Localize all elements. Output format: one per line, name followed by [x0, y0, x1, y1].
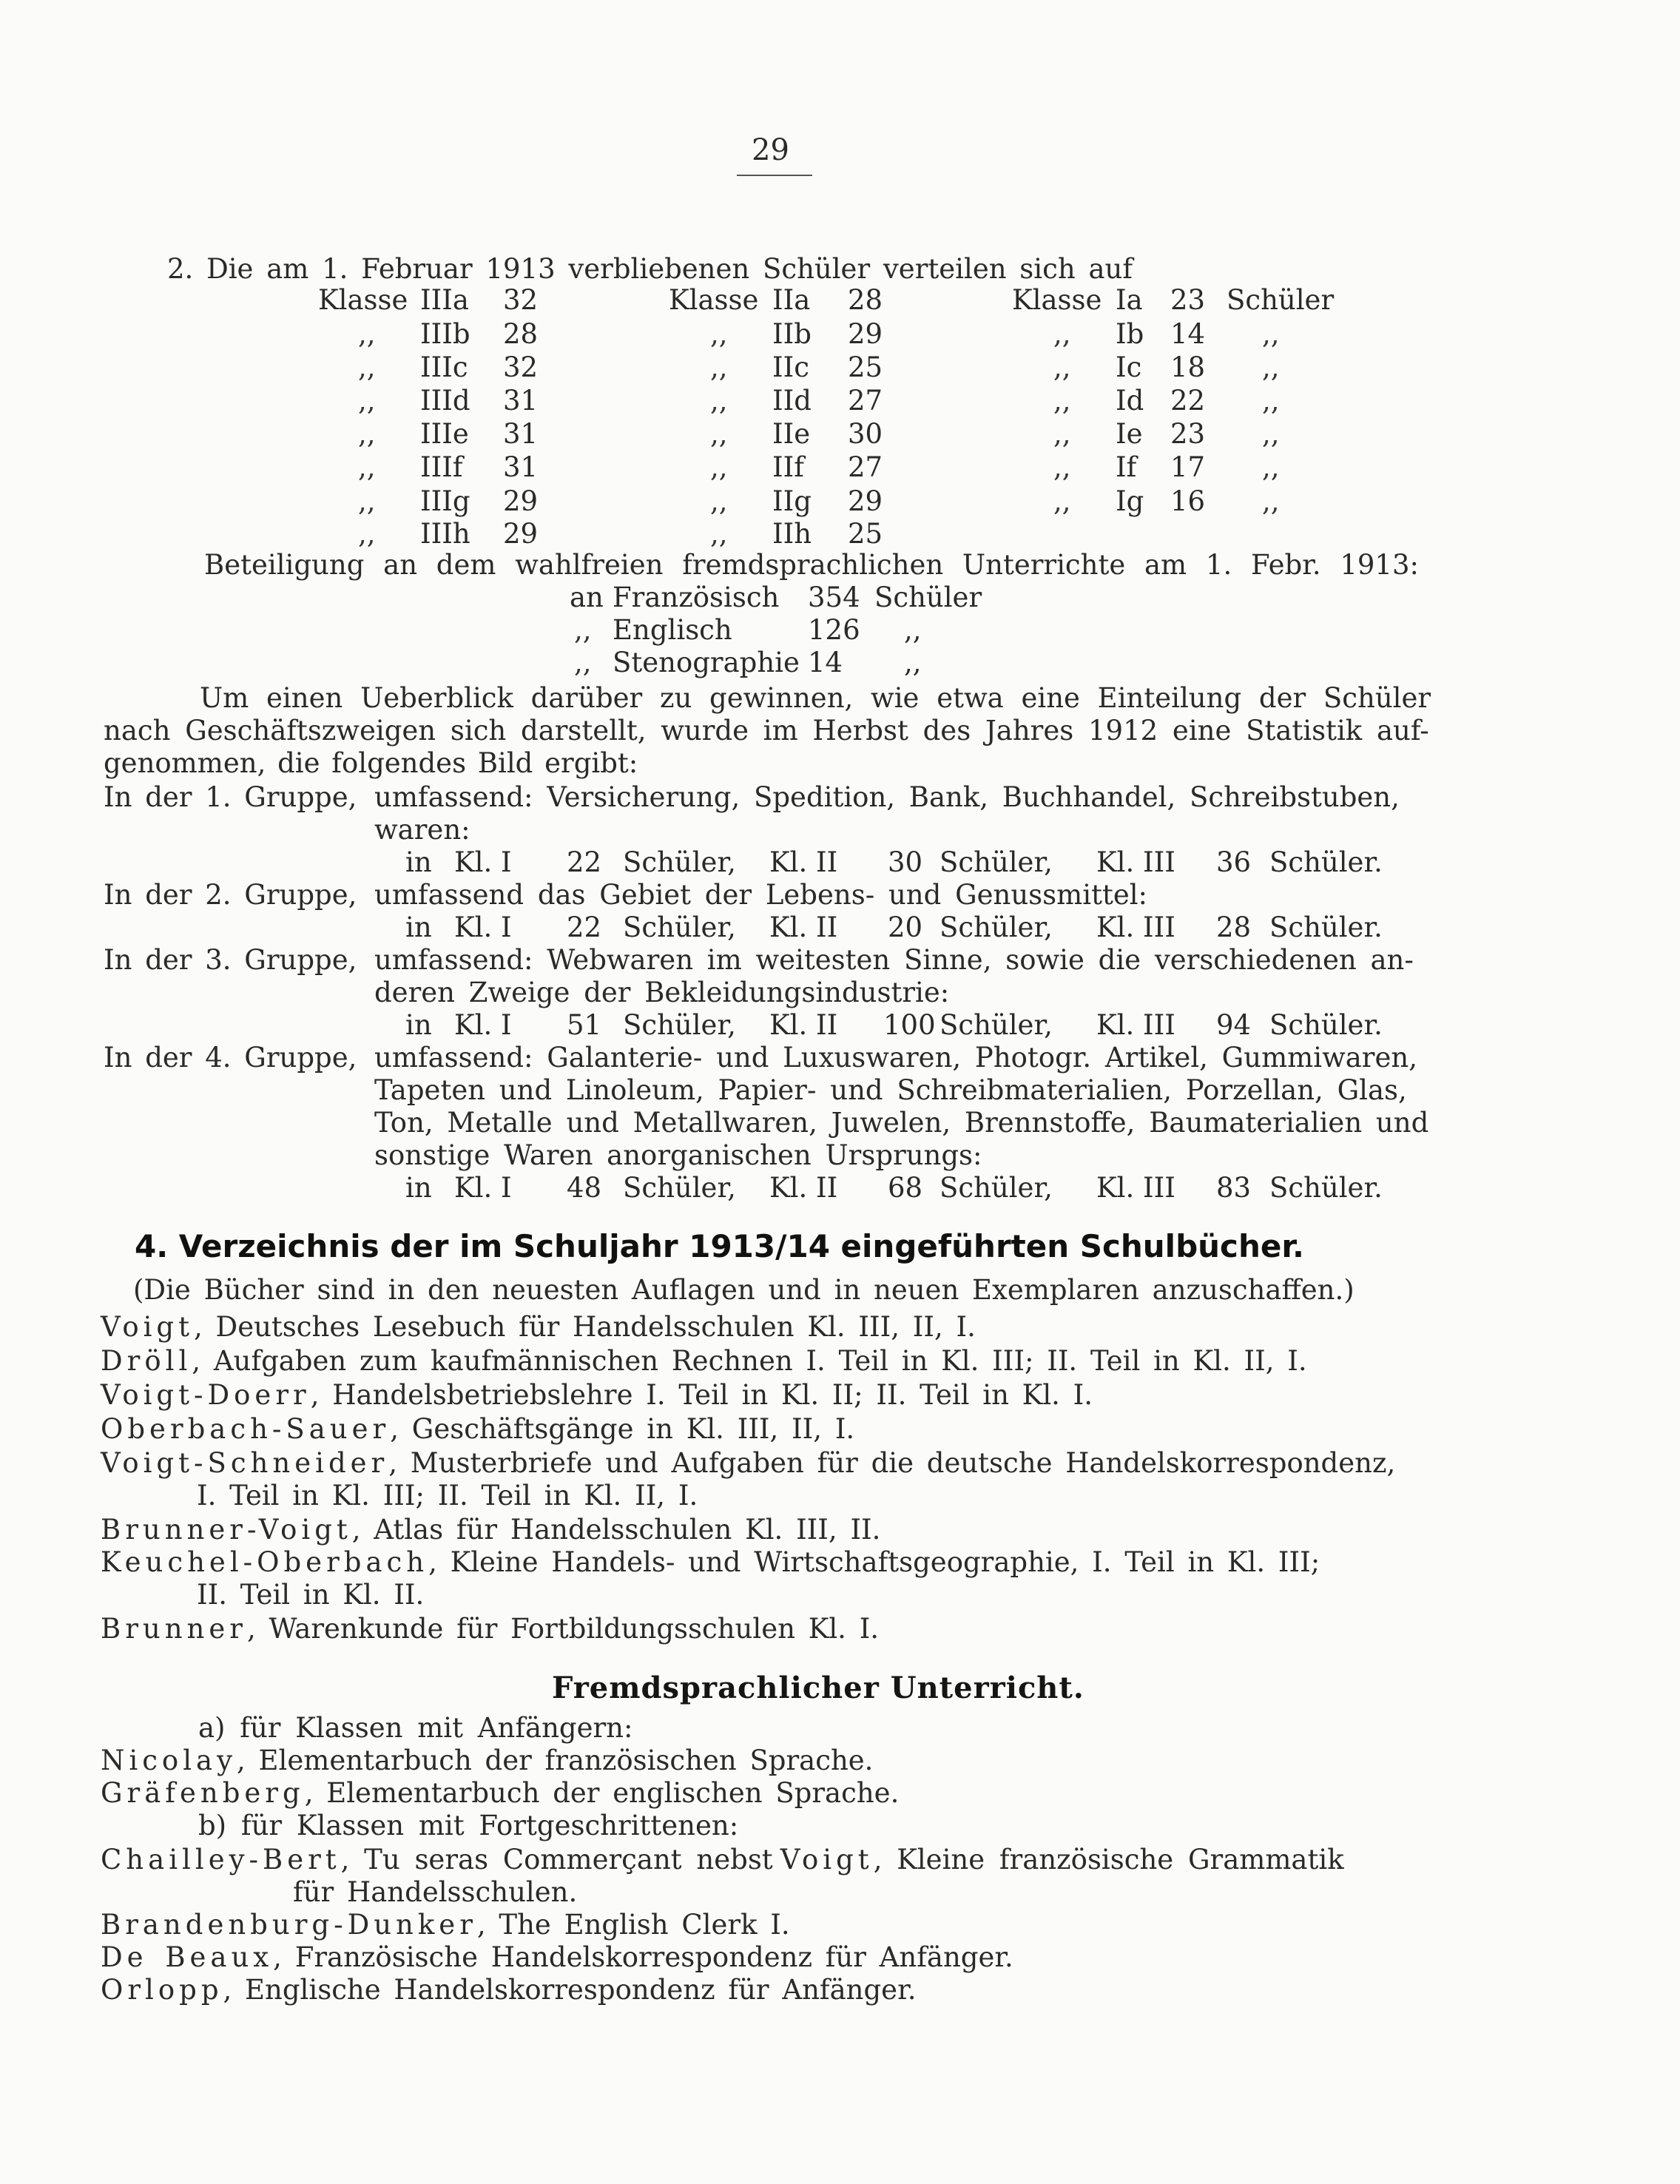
group-label: In der 2. Gruppe, — [104, 879, 357, 911]
kl-label: Kl. III — [1096, 1009, 1175, 1041]
ditto-mark: ,, — [358, 518, 376, 550]
book-title: , Musterbriefe und Aufgaben für die deutsche Handelskorrespondenz, — [388, 1447, 1396, 1479]
ditto-mark: ,, — [710, 518, 728, 550]
student-count: 31 — [503, 385, 539, 417]
kl-label: Kl. I — [454, 911, 512, 943]
kl-label: Kl. I — [454, 846, 512, 878]
subject-name: Stenographie — [613, 647, 800, 678]
class-name: IIf — [772, 451, 804, 483]
book-entry — [101, 1311, 976, 1343]
student-count: 23 — [1170, 418, 1206, 450]
class-name: IIIf — [420, 451, 463, 483]
kl-label: Kl. III — [1096, 1172, 1175, 1204]
foreign-heading: Fremdsprachlicher Unterricht. — [552, 1671, 1084, 1705]
group-a-label: a) für Klassen mit Anfängern: — [198, 1712, 633, 1744]
class-name: Ib — [1116, 318, 1144, 350]
student-count: 31 — [503, 451, 539, 483]
schueler-label: Schüler, — [623, 1009, 736, 1041]
schueler-label: Schüler, — [939, 1009, 1053, 1041]
book-author: De Beaux — [101, 1941, 274, 1973]
book-title: , The English Clerk I. — [476, 1909, 790, 1941]
student-count: 30 — [848, 418, 883, 450]
subject-unit: ,, — [904, 647, 922, 678]
class-name: IIId — [420, 385, 470, 417]
ditto-mark: ,, — [1262, 485, 1280, 517]
book-title: , Kleine französische Grammatik — [873, 1844, 1344, 1875]
book-title: , Englische Handelskorrespondenz für Anfänger. — [223, 1974, 917, 2006]
book-title: , Warenkunde für Fortbildungsschulen Kl. I. — [246, 1613, 880, 1645]
subject-count: 14 — [808, 647, 843, 678]
ditto-mark: ,, — [358, 418, 376, 450]
count-kl3: 83 — [1216, 1172, 1252, 1204]
kl-label: Kl. II — [769, 911, 838, 943]
klasse-label: Klasse — [318, 284, 408, 316]
page-number-rule — [737, 175, 812, 176]
kl-label: Kl. II — [769, 1009, 838, 1041]
group-description: sonstige Waren anorganischen Ursprungs: — [374, 1139, 982, 1171]
book-author: Voigt — [101, 1311, 194, 1343]
class-name: IIg — [772, 485, 812, 517]
group-label: In der 4. Gruppe, — [104, 1042, 357, 1074]
in-label: in — [405, 911, 432, 943]
book-title-continued: II. Teil in Kl. II. — [197, 1579, 425, 1611]
count-kl3: 28 — [1216, 911, 1252, 943]
book-title: , Aufgaben zum kaufmännischen Rechnen I. Teil in Kl. III; II. Teil in Kl. II, I. — [192, 1345, 1307, 1377]
ditto-mark: ,, — [1262, 385, 1280, 417]
books-heading: 4. Verzeichnis der im Schuljahr 1913/14 eingeführten Schulbücher. — [135, 1228, 1305, 1264]
group-description: Ton, Metalle und Metallwaren, Juwelen, Brennstoffe, Baumaterialien und — [374, 1107, 1429, 1139]
student-count: 31 — [503, 418, 539, 450]
group-b-label: b) für Klassen mit Fortgeschrittenen: — [198, 1810, 739, 1841]
book-title: , Geschäftsgänge in Kl. III, II, I. — [390, 1413, 855, 1445]
class-name: Ie — [1116, 418, 1143, 450]
book-entry — [101, 1777, 899, 1809]
book-entry — [101, 1379, 1093, 1411]
group-label: In der 1. Gruppe, — [104, 781, 357, 813]
subject-unit: Schüler — [874, 582, 982, 613]
subject-count: 126 — [808, 614, 860, 646]
books-note: (Die Bücher sind in den neuesten Auflagen und in neuen Exemplaren anzuschaffen.) — [133, 1274, 1355, 1306]
book-title: , Kleine Handels- und Wirtschaftsgeographie, I. Teil in Kl. III; — [428, 1546, 1320, 1578]
kl-label: Kl. III — [1096, 911, 1175, 943]
schueler-label: Schüler, — [939, 1172, 1053, 1204]
book-title-continued: I. Teil in Kl. III; II. Teil in Kl. II, I. — [197, 1480, 698, 1511]
student-count: 29 — [848, 485, 883, 517]
ditto-mark: ,, — [358, 385, 376, 417]
ditto-mark: ,, — [1053, 418, 1071, 450]
ditto-mark: ,, — [1262, 351, 1280, 383]
schueler-label: Schüler, — [623, 846, 736, 878]
group-description: Tapeten und Linoleum, Papier- und Schreibmaterialien, Porzellan, Glas, — [374, 1074, 1407, 1106]
statistic-line: Um einen Ueberblick darüber zu gewinnen, wie etwa eine Einteilung der Schüler — [200, 682, 1431, 714]
count-kl2: 30 — [888, 846, 923, 878]
book-entry — [101, 1413, 854, 1445]
student-count: 29 — [503, 485, 539, 517]
ditto-mark: ,, — [1262, 318, 1280, 350]
schueler-label: Schüler, — [939, 911, 1053, 943]
class-name: Ia — [1116, 284, 1143, 316]
book-author: Brunner — [101, 1613, 247, 1645]
subject-name: Englisch — [613, 614, 732, 646]
ditto-mark: ,, — [1262, 451, 1280, 483]
book-title: , Atlas für Handelsschulen Kl. III, II. — [351, 1514, 881, 1546]
subject-count: 354 — [808, 582, 860, 613]
student-count: 27 — [848, 385, 883, 417]
ditto-mark: ,, — [710, 385, 728, 417]
page-number: 29 — [752, 133, 789, 167]
ditto-mark: ,, — [358, 485, 376, 517]
kl-label: Kl. II — [769, 846, 838, 878]
class-name: Ic — [1116, 351, 1142, 383]
group-description: waren: — [374, 814, 470, 846]
book-entry — [101, 1514, 880, 1546]
class-name: IIc — [772, 351, 809, 383]
distribution-intro: 2. Die am 1. Februar 1913 verbliebenen Schüler verteilen sich auf — [167, 253, 1133, 285]
book-entry — [101, 1941, 1013, 1973]
ditto-mark: ,, — [1053, 485, 1071, 517]
book-author: Gräfenberg — [101, 1777, 305, 1809]
schueler-label: Schüler. — [1269, 1009, 1383, 1041]
class-name: IIb — [772, 318, 812, 350]
book-author: Keuchel-Oberbach — [101, 1546, 429, 1578]
book-title: , Tu seras Commerçant nebst — [340, 1844, 773, 1875]
student-count: 28 — [503, 318, 539, 350]
book-entry — [101, 1447, 1395, 1479]
class-name: If — [1116, 451, 1137, 483]
statistic-line: genommen, die folgendes Bild ergibt: — [104, 747, 638, 779]
book-author: Brandenburg-Dunker — [101, 1909, 477, 1941]
ditto-mark: ,, — [710, 485, 728, 517]
student-count: 17 — [1170, 451, 1206, 483]
student-count: 32 — [503, 351, 539, 383]
an-label: an — [570, 582, 604, 613]
class-name: IIIg — [420, 485, 470, 517]
ditto-mark: ,, — [710, 351, 728, 383]
book-title: , Deutsches Lesebuch für Handelsschulen Kl. III, II, I. — [194, 1311, 976, 1343]
count-kl2: 68 — [888, 1172, 923, 1204]
group-description: umfassend: Galanterie- und Luxuswaren, Photogr. Artikel, Gummiwaren, — [374, 1042, 1417, 1074]
book-title: , Handelsbetriebslehre I. Teil in Kl. II; II. Teil in Kl. I. — [310, 1379, 1093, 1411]
schueler-label: Schüler — [1227, 284, 1335, 316]
class-name: Ig — [1116, 485, 1144, 517]
schueler-label: Schüler, — [623, 1172, 736, 1204]
class-name: IIIc — [420, 351, 468, 383]
in-label: in — [405, 1172, 432, 1204]
ditto-mark: ,, — [1053, 385, 1071, 417]
ditto-mark: ,, — [1053, 351, 1071, 383]
class-name: IIIb — [420, 318, 470, 350]
ditto-mark: ,, — [710, 418, 728, 450]
class-name: IIIh — [420, 518, 470, 550]
book-title-continued: für Handelsschulen. — [293, 1876, 578, 1908]
ditto-mark: ,, — [574, 614, 592, 646]
ditto-mark: ,, — [1262, 418, 1280, 450]
book-title: , Elementarbuch der französischen Sprache. — [237, 1745, 874, 1776]
class-name: IIIe — [420, 418, 469, 450]
book-entry — [101, 1745, 873, 1776]
book-author: Voigt — [780, 1844, 874, 1875]
class-name: IIIa — [420, 284, 469, 316]
book-author: Oberbach-Sauer — [101, 1413, 391, 1445]
student-count: 28 — [848, 284, 883, 316]
book-entry — [101, 1546, 1320, 1578]
group-label: In der 3. Gruppe, — [104, 944, 357, 976]
schueler-label: Schüler, — [939, 846, 1053, 878]
book-entry — [101, 1844, 1344, 1875]
ditto-mark: ,, — [1053, 451, 1071, 483]
student-count: 23 — [1170, 284, 1206, 316]
ditto-mark: ,, — [358, 318, 376, 350]
book-entry — [101, 1613, 879, 1645]
book-entry — [101, 1345, 1307, 1377]
student-count: 14 — [1170, 318, 1206, 350]
group-description: umfassend das Gebiet der Lebens- und Genussmittel: — [374, 879, 1148, 911]
ditto-mark: ,, — [710, 318, 728, 350]
class-name: IId — [772, 385, 812, 417]
schueler-label: Schüler. — [1269, 1172, 1383, 1204]
book-author: Dröll — [101, 1345, 192, 1377]
book-author: Chailley-Bert — [101, 1844, 341, 1875]
ditto-mark: ,, — [1053, 318, 1071, 350]
participation-text: Beteiligung an dem wahlfreien fremdsprachlichen Unterrichte am 1. Febr. 1913: — [204, 549, 1419, 581]
book-title: , Französische Handelskorrespondenz für Anfänger. — [273, 1941, 1013, 1973]
ditto-mark: ,, — [710, 451, 728, 483]
book-author: Voigt-Doerr — [101, 1379, 311, 1411]
statistic-line: nach Geschäftszweigen sich darstellt, wurde im Herbst des Jahres 1912 eine Statistik auf- — [104, 715, 1429, 746]
group-description: umfassend: Versicherung, Spedition, Bank, Buchhandel, Schreibstuben, — [374, 781, 1400, 813]
subject-unit: ,, — [904, 614, 922, 646]
student-count: 25 — [848, 518, 883, 550]
class-name: IIa — [772, 284, 811, 316]
student-count: 27 — [848, 451, 883, 483]
ditto-mark: ,, — [574, 647, 592, 678]
kl-label: Kl. I — [454, 1009, 512, 1041]
schueler-label: Schüler. — [1269, 846, 1383, 878]
ditto-mark: ,, — [358, 351, 376, 383]
schueler-label: Schüler. — [1269, 911, 1383, 943]
student-count: 22 — [1170, 385, 1206, 417]
group-description: deren Zweige der Bekleidungsindustrie: — [374, 977, 950, 1008]
count-kl2: 20 — [888, 911, 923, 943]
kl-label: Kl. II — [769, 1172, 838, 1204]
group-description: umfassend: Webwaren im weitesten Sinne, sowie die verschiedenen an- — [374, 944, 1414, 976]
subject-name: Französisch — [613, 582, 780, 613]
student-count: 18 — [1170, 351, 1206, 383]
count-kl3: 94 — [1216, 1009, 1252, 1041]
count-kl1: 22 — [567, 846, 602, 878]
book-author: Brunner-Voigt — [101, 1514, 352, 1546]
in-label: in — [405, 846, 432, 878]
in-label: in — [405, 1009, 432, 1041]
student-count: 25 — [848, 351, 883, 383]
student-count: 32 — [503, 284, 539, 316]
count-kl1: 48 — [567, 1172, 602, 1204]
book-entry — [101, 1909, 790, 1941]
ditto-mark: ,, — [358, 451, 376, 483]
kl-label: Kl. I — [454, 1172, 512, 1204]
schueler-label: Schüler, — [623, 911, 736, 943]
student-count: 29 — [503, 518, 539, 550]
count-kl1: 51 — [567, 1009, 602, 1041]
count-kl2: 100 — [883, 1009, 936, 1041]
class-name: IIe — [772, 418, 811, 450]
student-count: 16 — [1170, 485, 1206, 517]
klasse-label: Klasse — [669, 284, 759, 316]
book-author: Nicolay — [101, 1745, 237, 1776]
book-author: Voigt-Schneider — [101, 1447, 389, 1479]
student-count: 29 — [848, 318, 883, 350]
klasse-label: Klasse — [1012, 284, 1102, 316]
kl-label: Kl. III — [1096, 846, 1175, 878]
class-name: IIh — [772, 518, 812, 550]
book-author: Orlopp — [101, 1974, 223, 2006]
class-name: Id — [1116, 385, 1144, 417]
book-title: , Elementarbuch der englischen Sprache. — [304, 1777, 900, 1809]
count-kl1: 22 — [567, 911, 602, 943]
book-entry — [101, 1974, 916, 2006]
count-kl3: 36 — [1216, 846, 1252, 878]
